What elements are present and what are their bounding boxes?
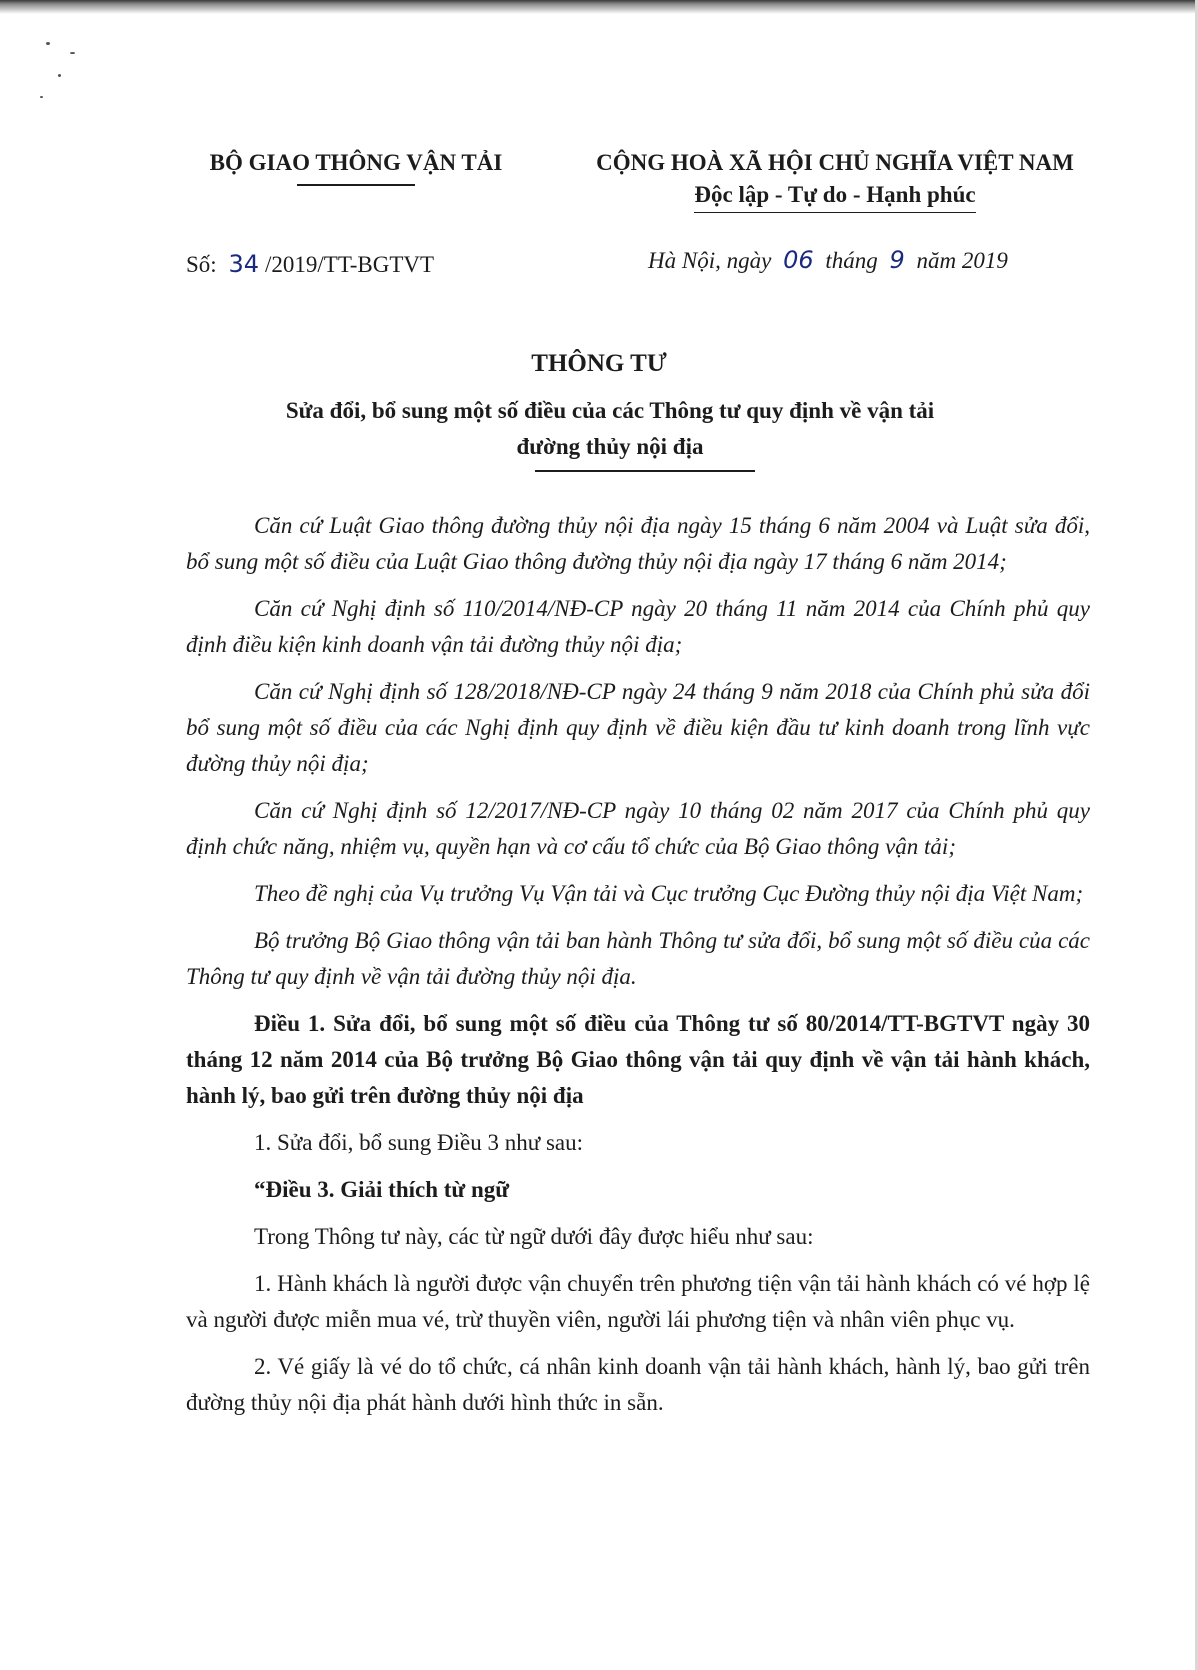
ministry-underline — [297, 184, 415, 186]
issue-date — [648, 246, 1008, 274]
national-motto: Độc lập - Tự do - Hạnh phúc — [694, 182, 975, 213]
article-3-heading: “Điều 3. Giải thích từ ngữ — [254, 1177, 510, 1202]
clause-paragraph: 1. Sửa đổi, bổ sung Điều 3 như sau: — [254, 1130, 584, 1155]
title-line-2: đường thủy nội địa — [516, 434, 704, 459]
document-type: THÔNG TƯ — [531, 350, 667, 377]
handwritten-month: 9 — [889, 246, 905, 274]
definition-paragraph: 1. Hành khách là người được vận chuyển trên phương tiện vận tải hành khách có vé hợp lệ và người được miễn mua vé, trừ thuyền viên, người lái phương tiện và nhân viên phục vụ. — [186, 1271, 1090, 1332]
date-month-label: tháng — [825, 248, 878, 273]
ministry-name: BỘ GIAO THÔNG VẬN TẢI — [209, 150, 503, 175]
date-place: Hà Nội, ngày — [648, 248, 772, 273]
country-name: CỘNG HOÀ XÃ HỘI CHỦ NGHĨA VIỆT NAM — [596, 150, 1074, 175]
scan-speck — [40, 96, 43, 98]
document-title — [160, 393, 1060, 465]
article-1-heading: Điều 1. Sửa đổi, bổ sung một số điều của Thông tư số 80/2014/TT-BGTVT ngày 30 tháng 12 năm 2014 của Bộ trưởng Bộ Giao thông vận tải quy định về vận tải hành khách, hành lý, bao gửi trên đường thủy nội địa — [186, 1011, 1090, 1108]
definition-paragraph: 2. Vé giấy là vé do tổ chức, cá nhân kinh doanh vận tải hành khách, hành lý, bao gửi trên đường thủy nội địa phát hành dưới hình thức in sẵn. — [186, 1354, 1090, 1415]
legal-basis-paragraph: Căn cứ Nghị định số 110/2014/NĐ-CP ngày 20 tháng 11 năm 2014 của Chính phủ quy định điều kiện kinh doanh vận tải đường thủy nội địa; — [186, 596, 1090, 657]
document-body — [186, 508, 1090, 1432]
title-underline — [535, 470, 755, 472]
legal-basis-paragraph: Căn cứ Luật Giao thông đường thủy nội địa ngày 15 tháng 6 năm 2004 và Luật sửa đổi, bổ sung một số điều của Luật Giao thông đường thủy nội địa ngày 17 tháng 6 năm 2014; — [186, 513, 1090, 574]
issuer-block — [186, 150, 526, 186]
title-line-1: Sửa đổi, bổ sung một số điều của các Thông tư quy định về vận tải — [285, 398, 935, 423]
proposal-paragraph: Theo đề nghị của Vụ trưởng Vụ Vận tải và Cục trưởng Cục Đường thủy nội địa Việt Nam; — [254, 881, 1084, 906]
legal-basis-paragraph: Căn cứ Nghị định số 12/2017/NĐ-CP ngày 10 tháng 02 năm 2017 của Chính phủ quy định chức năng, nhiệm vụ, quyền hạn và cơ cấu tổ chức của Bộ Giao thông vận tải; — [186, 798, 1090, 859]
scan-speck — [58, 74, 61, 77]
number-suffix: /2019/TT-BGTVT — [264, 252, 435, 277]
legal-basis-paragraph: Căn cứ Nghị định số 128/2018/NĐ-CP ngày 24 tháng 9 năm 2018 của Chính phủ sửa đổi bổ sung một số điều của các Nghị định quy định về điều kiện đầu tư kinh doanh trong lĩnh vực đường thủy nội địa; — [186, 679, 1090, 776]
scan-speck — [70, 52, 75, 54]
handwritten-day: 06 — [783, 246, 814, 274]
date-year: năm 2019 — [916, 248, 1008, 273]
document-number — [186, 250, 434, 278]
handwritten-number: 34 — [228, 250, 259, 278]
scan-speck — [46, 42, 50, 45]
body-paragraph: Trong Thông tư này, các từ ngữ dưới đây được hiểu như sau: — [254, 1224, 814, 1249]
national-header — [555, 150, 1115, 213]
number-prefix: Số: — [186, 252, 217, 277]
scan-border-top — [0, 0, 1198, 14]
issuance-paragraph: Bộ trưởng Bộ Giao thông vận tải ban hành Thông tư sửa đổi, bổ sung một số điều của các Thông tư quy định về vận tải đường thủy nội địa. — [186, 928, 1090, 989]
